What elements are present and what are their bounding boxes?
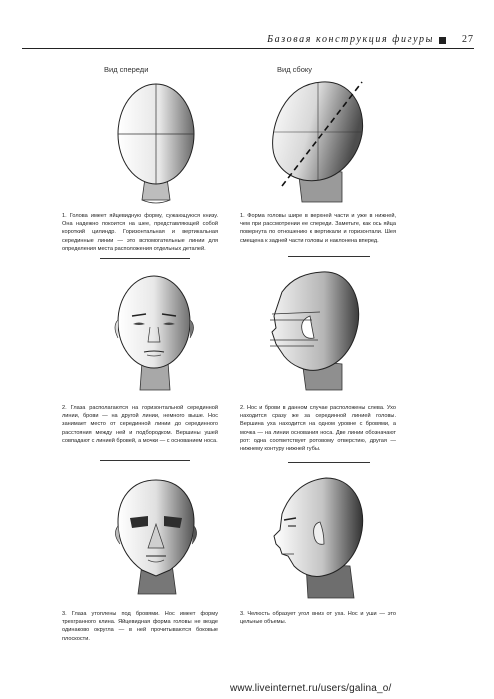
caption-side-1: 1. Форма головы шире в верхней части и уже в нижней, чем при рассмотрении ее спереди. Заметьте, как ось яйца повернута по отношению к вертикали и горизонтали. Шея смещена к задней части головы и наклонена вперед. <box>240 213 396 244</box>
divider-rule <box>288 256 370 257</box>
divider-rule <box>100 258 190 259</box>
head-side-egg-drawing <box>258 76 376 206</box>
head-front-features-drawing <box>104 272 204 398</box>
head-profile-planes-drawing <box>262 474 374 602</box>
watermark-url: www.liveinternet.ru/users/galina_o/ <box>230 683 392 694</box>
caption-front-1: 1. Голова имеет яйцевидную форму, сужающуюся книзу. Она надежно покоится на шее, представляющей собой короткий цилиндр. Горизонтальная и вертикальная серединные линии — это вспомогательные линии для определения места расположения отдельных деталей. <box>62 213 218 252</box>
header-square-marker <box>439 37 446 44</box>
divider-rule <box>100 460 190 461</box>
caption-front-3: 3. Глаза утоплены под бровями. Нос имеет форму трехгранного клина. Яйцевидная форма головы не везде одинаково округла — в ней прочитываются боковые плоскости. <box>62 611 218 642</box>
caption-front-2: 2. Глаза располагаются на горизонтальной серединной линии, брови — на другой линии, немного выше. Нос занимает место от серединной линии до серединного расстояния между ней и подбородком. Вершины ушей совпадают с линией бровей, а мочки — с основанием носа. <box>62 405 218 444</box>
front-view-label: Вид спереди <box>104 65 149 74</box>
divider-rule <box>288 462 370 463</box>
head-front-egg-drawing <box>100 78 210 210</box>
page-number: 27 <box>462 34 474 45</box>
page-header <box>22 34 474 49</box>
side-view-label: Вид сбоку <box>277 65 312 74</box>
page-header-title: Базовая конструкция фигуры <box>267 34 434 45</box>
head-side-features-drawing <box>262 266 372 396</box>
caption-side-3: 3. Челюсть образует угол вниз от уха. Нос и уши — это цельные объемы. <box>240 611 396 626</box>
caption-side-2: 2. Нос и брови в данном случае расположены слева. Ухо находится сразу же за серединной линией головы. Вершина уха находится на одном уровне с бровями, а мочка — на линии основания носа. Две линии обозначают рот: одна соответствует ротовому отверстию, другая — нижнему контуру нижней губы. <box>240 405 396 453</box>
head-front-planes-drawing <box>104 476 208 600</box>
